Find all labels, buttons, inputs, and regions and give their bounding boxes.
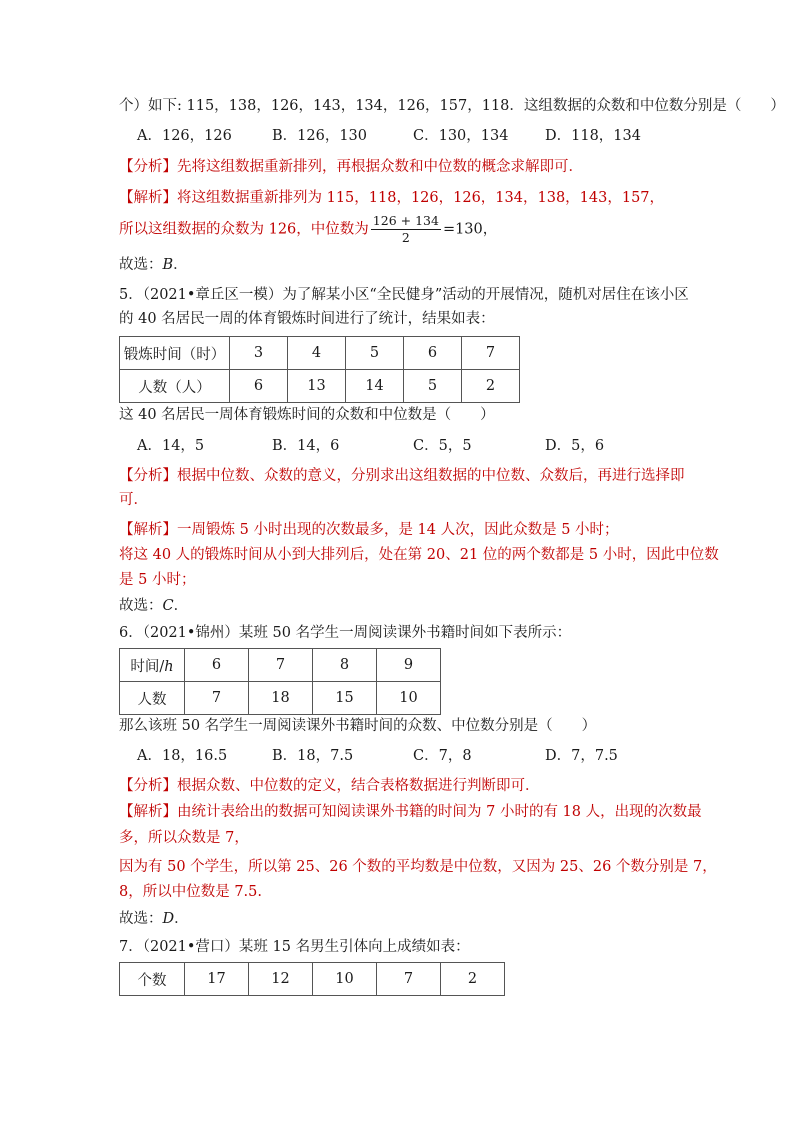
q5-answer-letter: C xyxy=(162,598,174,614)
table-cell: 5 xyxy=(346,337,404,370)
q4-option-b: B．126，130 xyxy=(272,128,368,144)
q4-solution-text-1: 将这组数据重新排列为 115，118，126，126，134，138，143，157， xyxy=(177,190,665,206)
q4-solution-1 xyxy=(119,188,664,208)
table-row xyxy=(120,370,520,403)
table-cell: 4 xyxy=(288,337,346,370)
answer-suffix: ． xyxy=(174,911,189,927)
q6-table xyxy=(119,648,441,715)
table-cell: 12 xyxy=(249,963,313,996)
q4-option-a: A．126，126 xyxy=(137,128,232,144)
q5-analysis-text-1: 根据中位数、众数的意义，分别求出这组数据的中位数、众数后，再进行选择即 xyxy=(177,468,685,484)
table-cell: 7 xyxy=(462,337,520,370)
q6-analysis xyxy=(119,776,540,796)
q5-option-c: C．5，5 xyxy=(413,438,472,454)
solution-tag: 【解析】 xyxy=(119,804,177,820)
q4-answer xyxy=(119,255,188,275)
table-row xyxy=(120,649,441,682)
answer-prefix: 故选： xyxy=(119,911,163,927)
table-cell: 7 xyxy=(185,682,249,715)
answer-prefix: 故选： xyxy=(119,257,163,273)
table-cell: 个数 xyxy=(120,963,185,996)
q5-option-d: D．5，6 xyxy=(545,438,605,454)
answer-suffix: ． xyxy=(173,257,188,273)
table-cell: 人数（人） xyxy=(120,370,230,403)
q7-table xyxy=(119,962,505,996)
table-cell: 9 xyxy=(377,649,441,682)
q6-answer xyxy=(119,909,189,929)
analysis-tag: 【分析】 xyxy=(119,778,177,794)
q6-option-a: A．18，16.5 xyxy=(137,748,228,764)
analysis-tag: 【分析】 xyxy=(119,468,177,484)
q5-analysis-1 xyxy=(119,466,685,486)
table-cell: 6 xyxy=(404,337,462,370)
q6-question: 那么该班 50 名学生一周阅读课外书籍时间的众数、中位数分别是（ ） xyxy=(119,718,597,734)
q4-solution-2 xyxy=(119,213,497,246)
q6-option-d: D．7，7.5 xyxy=(545,748,618,764)
table-cell-unit: h xyxy=(164,658,174,675)
table-cell: 6 xyxy=(185,649,249,682)
q6-option-c: C．7，8 xyxy=(413,748,472,764)
q5-solution-3: 是 5 小时； xyxy=(119,572,196,588)
table-cell-label: 时间/ xyxy=(130,658,165,675)
table-cell: 10 xyxy=(377,682,441,715)
q4-answer-letter: B xyxy=(162,257,174,273)
table-cell: 15 xyxy=(313,682,377,715)
q7-stem: 7．（2021•营口）某班 15 名男生引体向上成绩如表： xyxy=(119,939,470,955)
q5-solution-text-1: 一周锻炼 5 小时出现的次数最多，是 14 人次，因此众数是 5 小时； xyxy=(177,522,619,538)
table-cell: 18 xyxy=(249,682,313,715)
q6-stem: 6．（2021•锦州）某班 50 名学生一周阅读课外书籍时间如下表所示： xyxy=(119,625,572,641)
table-cell: 10 xyxy=(313,963,377,996)
table-cell: 8 xyxy=(313,649,377,682)
q4-analysis-text: 先将这组数据重新排列，再根据众数和中位数的概念求解即可． xyxy=(177,159,583,175)
q6-analysis-text: 根据众数、中位数的定义，结合表格数据进行判断即可． xyxy=(177,778,540,794)
q4-fraction-denominator: 2 xyxy=(401,230,410,245)
table-cell: 3 xyxy=(230,337,288,370)
table-cell: 6 xyxy=(230,370,288,403)
analysis-tag: 【分析】 xyxy=(119,159,177,175)
table-row xyxy=(120,337,520,370)
table-cell: 2 xyxy=(462,370,520,403)
table-row xyxy=(120,963,505,996)
q6-solution-4: 8，所以中位数是 7.5. xyxy=(119,884,263,900)
table-cell: 7 xyxy=(249,649,313,682)
q5-question: 这 40 名居民一周体育锻炼时间的众数和中位数是（ ） xyxy=(119,407,495,423)
answer-suffix: ． xyxy=(173,598,189,614)
q5-analysis-2: 可． xyxy=(119,492,148,508)
q6-solution-2: 多，所以众数是 7， xyxy=(119,830,249,846)
table-row xyxy=(120,682,441,715)
table-cell: 17 xyxy=(185,963,249,996)
q4-analysis xyxy=(119,157,583,177)
q4-fraction xyxy=(371,213,441,246)
q4-option-c: C．130，134 xyxy=(413,128,509,144)
q5-stem-1: 5．（2021•章丘区一模）为了解某小区“全民健身”活动的开展情况，随机对居住在该小区 xyxy=(119,287,689,303)
q4-fraction-numerator: 126 + 134 xyxy=(372,213,439,228)
q5-option-b: B．14，6 xyxy=(272,438,340,454)
q5-solution-1 xyxy=(119,520,619,540)
table-cell: 2 xyxy=(441,963,505,996)
q6-answer-letter: D xyxy=(162,911,175,927)
q4-stem-tail: 个）如下: 115，138，126，143，134，126，157，118．这组数据的众数和中位数分别是（ ） xyxy=(119,98,785,114)
solution-tag: 【解析】 xyxy=(119,522,177,538)
q6-solution-text-1: 由统计表给出的数据可知阅读课外书籍的时间为 7 小时的有 18 人，出现的次数最 xyxy=(177,804,702,820)
q4-solution-text-2: 所以这组数据的众数为 126，中位数为 xyxy=(119,221,369,238)
table-cell: 人数 xyxy=(120,682,185,715)
table-cell: 14 xyxy=(346,370,404,403)
q6-solution-3: 因为有 50 个学生，所以第 25、26 个数的平均数是中位数，又因为 25、26 个数分别是 7， xyxy=(119,859,717,875)
solution-tag: 【解析】 xyxy=(119,190,177,206)
q5-option-a: A．14，5 xyxy=(137,438,205,454)
q4-option-d: D．118，134 xyxy=(545,128,641,144)
table-cell: 锻炼时间（时） xyxy=(120,337,230,370)
table-cell: 7 xyxy=(377,963,441,996)
q5-solution-2: 将这 40 人的锻炼时间从小到大排列后，处在第 20、21 位的两个数都是 5 小时，因此中位数 xyxy=(119,547,719,563)
table-cell: 13 xyxy=(288,370,346,403)
answer-prefix: 故选： xyxy=(119,598,163,614)
q6-option-b: B．18，7.5 xyxy=(272,748,354,764)
q5-table xyxy=(119,336,520,403)
q5-answer xyxy=(119,596,188,616)
q5-stem-2: 的 40 名居民一周的体育锻炼时间进行了统计，结果如表： xyxy=(119,311,495,327)
q6-solution-1 xyxy=(119,802,702,822)
q4-solution-result: =130， xyxy=(442,221,498,238)
table-cell: 5 xyxy=(404,370,462,403)
table-cell xyxy=(120,649,185,682)
